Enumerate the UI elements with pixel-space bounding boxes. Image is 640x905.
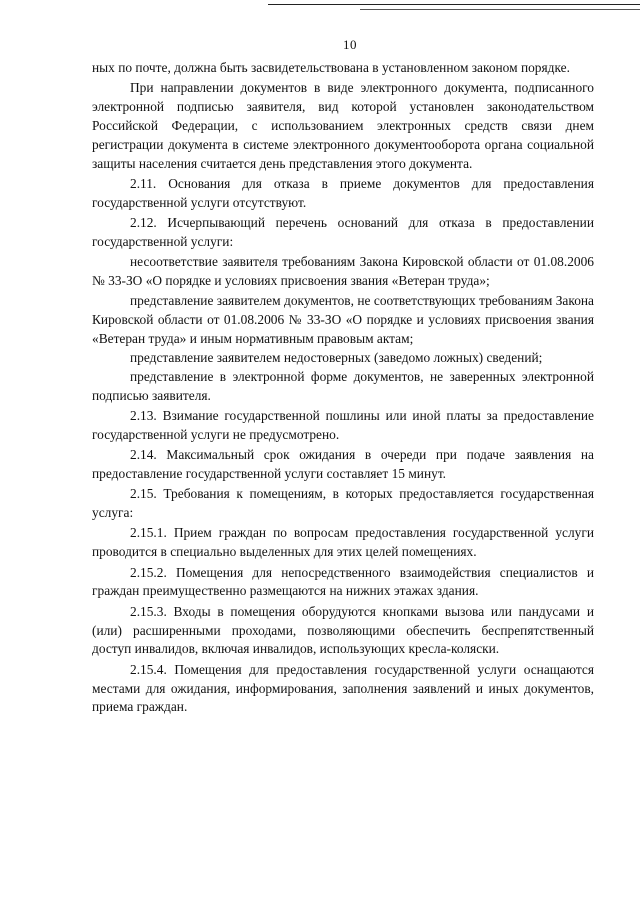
paragraph-2-15-2: 2.15.2. Помещения для непосредственного взаимодействия специалистов и граждан преимущественно размещаются на нижних этажах здания. bbox=[92, 564, 594, 599]
paragraph-2-11: 2.11. Основания для отказа в приеме документов для предоставления государственной услуги отсутствуют. bbox=[92, 176, 594, 210]
paragraph-2-15-4: 2.15.4. Помещения для предоставления государственной услуги оснащаются местами для ожидания, информирования, заполнения заявлений и иных документов, приема граждан. bbox=[92, 661, 594, 715]
header-rule-secondary bbox=[360, 9, 640, 10]
paragraph-refusal-ground-4: представление в электронной форме документов, не заверенных электронной подписью заявителя. bbox=[92, 368, 594, 403]
paragraph-2-12: 2.12. Исчерпывающий перечень оснований для отказа в предоставлении государственной услуги: bbox=[92, 215, 594, 250]
paragraph-refusal-ground-2: представление заявителем документов, не соответствующих требованиям Закона Кировской области от 01.08.2006 № 33-ЗО «О порядке и условиях присвоения звания «Ветеран труда» и иным нормативным правовым актам; bbox=[92, 293, 594, 347]
paragraph-2-13: 2.13. Взимание государственной пошлины или иной платы за предоставление государственной услуги не предусмотрено. bbox=[92, 408, 594, 442]
header-rule bbox=[268, 4, 640, 5]
paragraph-2-15: 2.15. Требования к помещениям, в которых предоставляется государственная услуга: bbox=[92, 486, 594, 521]
document-body bbox=[92, 59, 594, 717]
paragraph-continuation: ных по почте, должна быть засвидетельствована в установленном законом порядке. bbox=[92, 60, 570, 75]
paragraph-2-15-3: 2.15.3. Входы в помещения оборудуются кнопками вызова или пандусами и (или) расширенными проходами, позволяющими обеспечить беспрепятственный доступ инвалидов, включая инвалидов, использующих кресла-коляски. bbox=[92, 603, 594, 657]
paragraph-2-14: 2.14. Максимальный срок ожидания в очереди при подаче заявления на предоставление государственной услуги составляет 15 минут. bbox=[92, 447, 594, 482]
page-number: 10 bbox=[343, 37, 357, 52]
paragraph-refusal-ground-1: несоответствие заявителя требованиям Закона Кировской области от 01.08.2006 № 33-ЗО «О порядке и условиях присвоения звания «Ветеран труда»; bbox=[92, 254, 594, 289]
paragraph-refusal-ground-3: представление заявителем недостоверных (заведомо ложных) сведений; bbox=[130, 350, 543, 366]
paragraph-2-15-1: 2.15.1. Прием граждан по вопросам предоставления государственной услуги проводится в специально выделенных для этих целей помещениях. bbox=[92, 525, 594, 560]
paragraph-electronic-submission: При направлении документов в виде электронного документа, подписанного электронной подписью заявителя, вид которой установлен законодательством Российской Федерации, с использованием электронных средств связи днем регистрации документа в системе электронного документооборота органа социальной защиты населения считается день представления этого документа. bbox=[92, 80, 594, 171]
